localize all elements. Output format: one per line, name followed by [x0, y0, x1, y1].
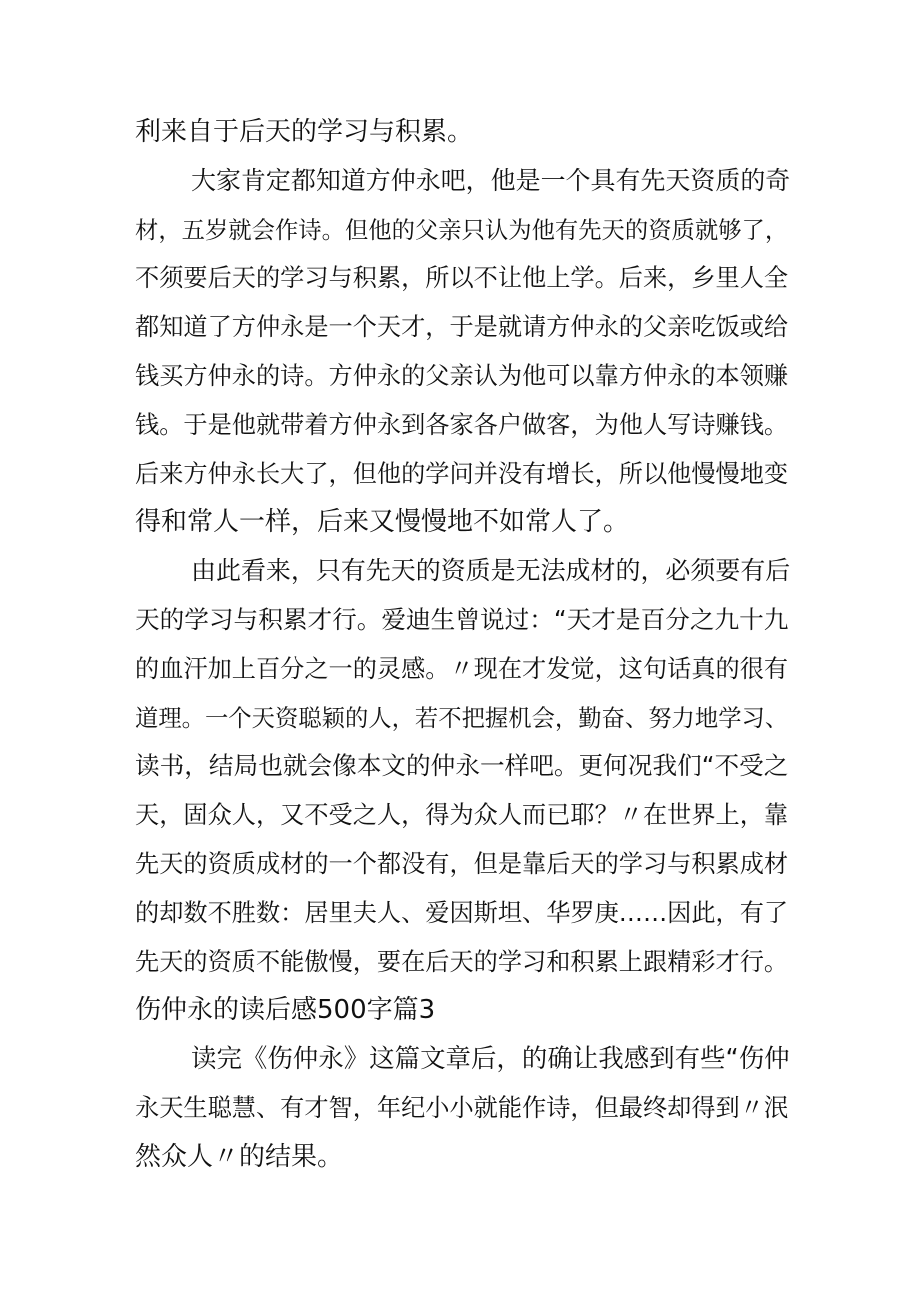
text-line: 永天生聪慧、有才智，年纪小小就能作诗，但最终却得到〃泯 [135, 1093, 789, 1122]
text-line: 的血汗加上百分之一的灵感。〃现在才发觉，这句话真的很有 [135, 654, 789, 683]
paragraph-first-line: 由此看来，只有先天的资质是无法成材的，必须要有后 [191, 556, 791, 586]
text-line: 然众人〃的结果。 [135, 1141, 344, 1172]
text-line: 道理。一个天资聪颖的人，若不把握机会，勤奋、努力地学习、 [135, 703, 789, 732]
text-line: 先天的资质不能傲慢，要在后天的学习和积累上跟精彩才行。 [135, 947, 789, 976]
text-line: 读书，结局也就会像本文的仲永一样吧。更何况我们“不受之 [135, 751, 789, 781]
document-body [135, 108, 795, 1182]
text-line: 天的学习与积累才行。爱迪生曾说过：“天才是百分之九十九 [135, 604, 789, 634]
text-line: 先天的资质成材的一个都没有，但是靠后天的学习与积累成材 [135, 849, 789, 878]
text-line: 钱买方仲永的诗。方仲永的父亲认为他可以靠方仲永的本领赚 [135, 361, 789, 390]
section-heading: 伤仲永的读后感500字篇3 [135, 995, 436, 1026]
text-line: 钱。于是他就带着方仲永到各家各户做客，为他人写诗赚钱。 [135, 410, 789, 439]
text-line: 都知道了方仲永是一个天才，于是就请方仲永的父亲吃饭或给 [135, 313, 789, 342]
paragraph-first-line: 读完《伤仲永》这篇文章后，的确让我感到有些“伤仲 [191, 1044, 790, 1075]
text-line: 得和常人一样，后来又慢慢地不如常人了。 [135, 507, 630, 538]
paragraph-first-line: 大家肯定都知道方仲永吧，他是一个具有先天资质的奇 [191, 165, 791, 195]
text-line: 后来方仲永长大了，但他的学问并没有增长，所以他慢慢地变 [135, 459, 789, 488]
text-line: 的却数不胜数：居里夫人、爱因斯坦、华罗庚……因此，有了 [135, 898, 789, 927]
text-line: 天，固众人，又不受之人，得为众人而已耶？〃在世界上，靠 [135, 801, 789, 830]
text-line: 不须要后天的学习与积累，所以不让他上学。后来，乡里人全 [135, 264, 789, 293]
text-line: 利来自于后天的学习与积累。 [135, 117, 474, 147]
text-line: 材，五岁就会作诗。但他的父亲只认为他有先天的资质就够了， [135, 215, 789, 244]
